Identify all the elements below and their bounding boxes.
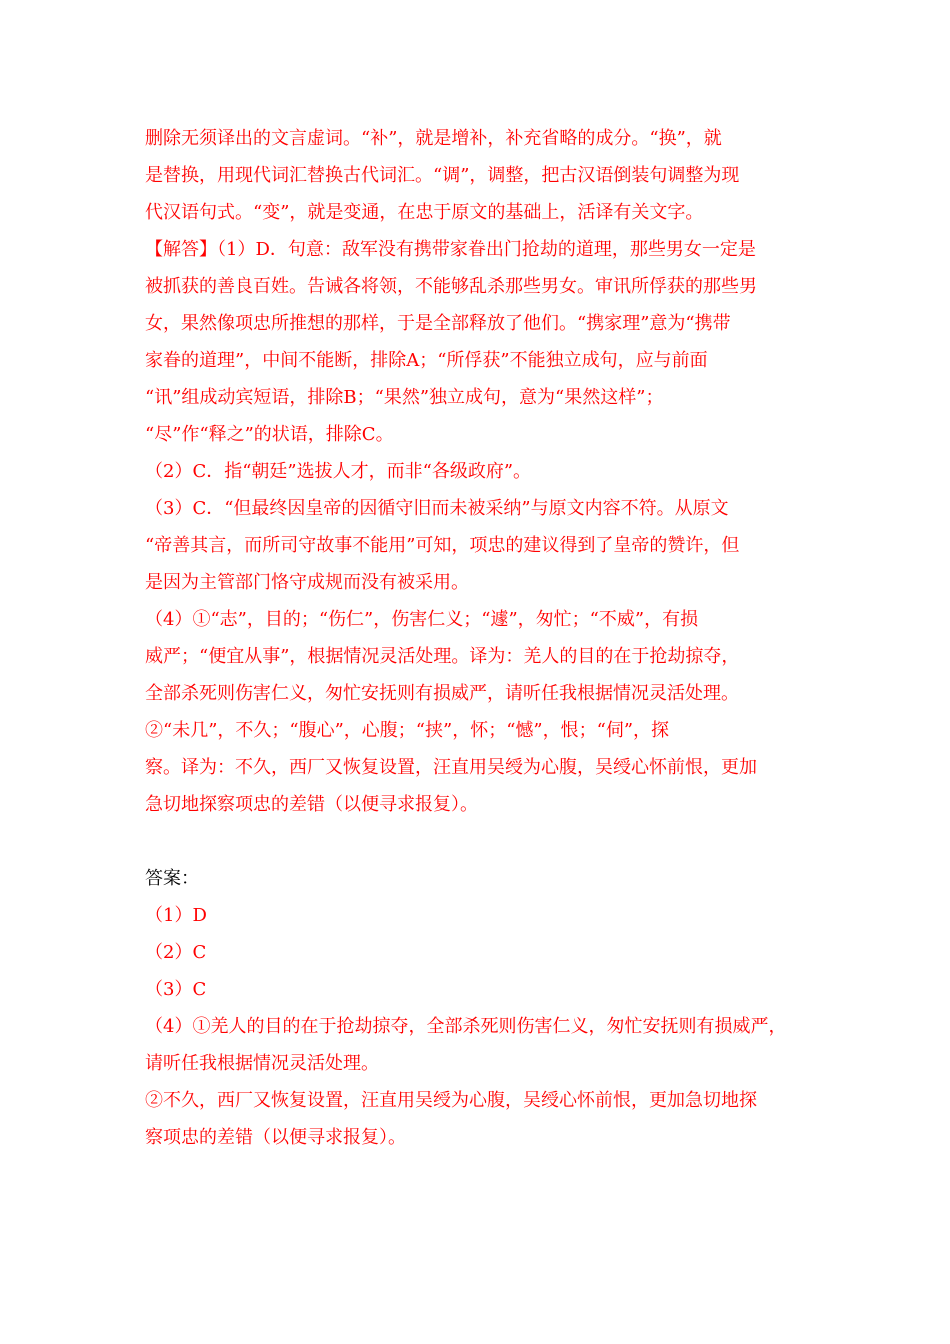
analysis-line: （3）C．“但最终因皇帝的因循守旧而未被采纳”与原文内容不符。从原文 xyxy=(145,498,729,519)
analysis-line: 是因为主管部门恪守成规而没有被采用。 xyxy=(145,572,469,593)
analysis-line: 全部杀死则伤害仁义，匆忙安抚则有损威严，请听任我根据情况灵活处理。 xyxy=(145,683,739,704)
answers-section xyxy=(145,860,845,1156)
analysis-line: 被抓获的善良百姓。告诫各将领，不能够乱杀那些男女。审讯所俘获的那些男 xyxy=(145,276,757,297)
answer-line: （4）①羌人的目的在于抢劫掠夺，全部杀死则伤害仁义，匆忙安抚则有损威严， xyxy=(145,1016,787,1037)
analysis-section xyxy=(145,120,845,823)
section-gap xyxy=(145,823,845,860)
answer-line: （2）C xyxy=(145,942,207,963)
answer-line: （1）D xyxy=(145,905,207,926)
answers-heading: 答案： xyxy=(145,868,199,889)
analysis-line: “尽”作“释之”的状语，排除C。 xyxy=(145,424,394,445)
answer-line: （3）C xyxy=(145,979,207,1000)
answer-line: 请听任我根据情况灵活处理。 xyxy=(145,1053,379,1074)
analysis-line: ②“未几”，不久；“腹心”，心腹；“挟”，怀；“憾”，恨；“伺”，探 xyxy=(145,720,670,741)
analysis-line: 威严；“便宜从事”，根据情况灵活处理。译为：羌人的目的在于抢劫掠夺， xyxy=(145,646,740,667)
answer-line: 察项忠的差错（以便寻求报复）。 xyxy=(145,1127,406,1148)
analysis-line: “帝善其言，而所司守故事不能用”可知，项忠的建议得到了皇帝的赞许，但 xyxy=(145,535,740,556)
analysis-line: 是替换，用现代词汇替换古代词汇。“调”，调整，把古汉语倒装句调整为现 xyxy=(145,165,740,186)
analysis-line: （2）C．指“朝廷”选拔人才，而非“各级政府”。 xyxy=(145,461,532,482)
document-page xyxy=(145,120,845,1156)
answer-line: ②不久，西厂又恢复设置，汪直用吴绶为心腹，吴绶心怀前恨，更加急切地探 xyxy=(145,1090,757,1111)
analysis-line: （4）①“志”，目的；“伤仁”，伤害仁义；“遽”，匆忙；“不威”，有损 xyxy=(145,609,699,630)
analysis-line: 急切地探察项忠的差错（以便寻求报复）。 xyxy=(145,794,478,815)
analysis-line: 家眷的道理”，中间不能断，排除A；“所俘获”不能独立成句，应与前面 xyxy=(145,350,708,371)
analysis-line: 察。译为：不久，西厂又恢复设置，汪直用吴绶为心腹，吴绶心怀前恨，更加 xyxy=(145,757,757,778)
analysis-line: 删除无须译出的文言虚词。“补”，就是增补，补充省略的成分。“换”，就 xyxy=(145,128,722,149)
analysis-line: 代汉语句式。“变”，就是变通，在忠于原文的基础上，活译有关文字。 xyxy=(145,202,704,223)
analysis-line: 女，果然像项忠所推想的那样，于是全部释放了他们。“携家理”意为“携带 xyxy=(145,313,731,334)
analysis-line: 【解答】（1）D．句意：敌军没有携带家眷出门抢劫的道理，那些男女一定是 xyxy=(145,239,756,260)
analysis-line: “讯”组成动宾短语，排除B；“果然”独立成句，意为“果然这样”； xyxy=(145,387,664,408)
